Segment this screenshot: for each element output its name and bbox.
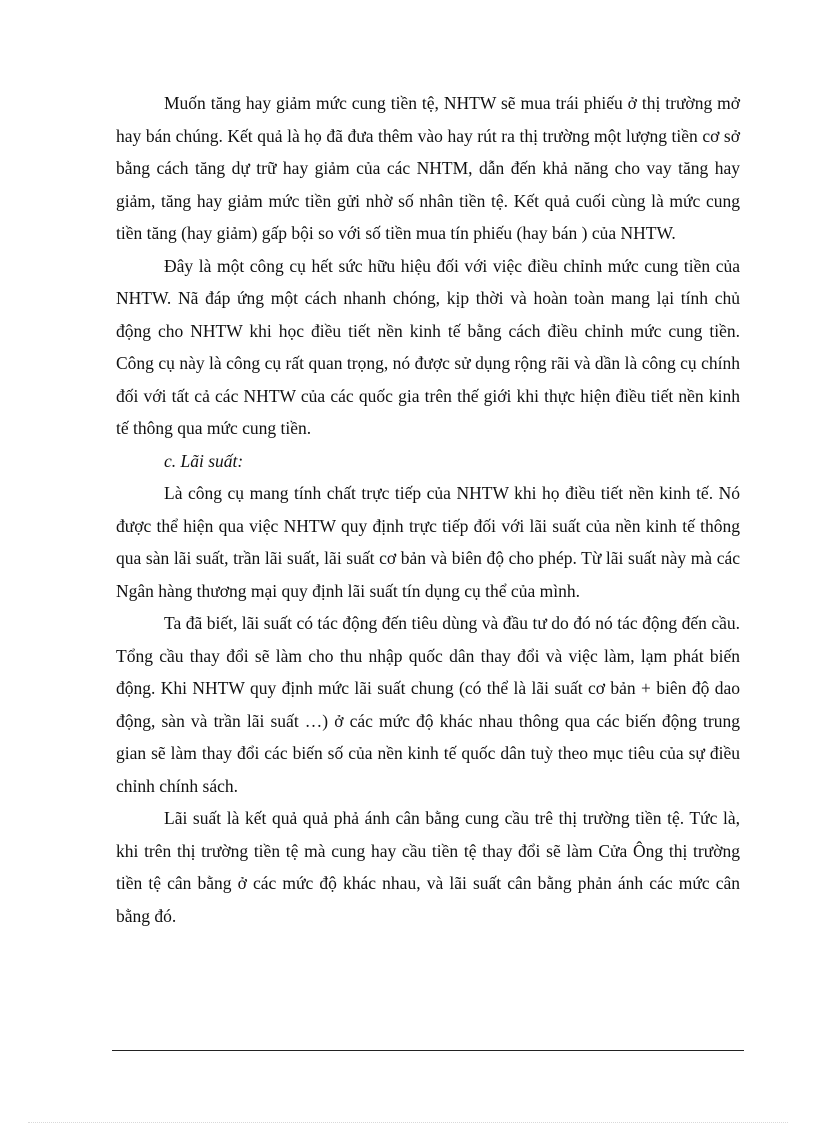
footer-divider	[112, 1050, 744, 1051]
document-body	[116, 87, 740, 932]
paragraph-interest-rate-tool: Là công cụ mang tính chất trực tiếp của NHTW khi họ điều tiết nền kinh tế. Nó được thể hiện qua việc NHTW quy định trực tiếp đối với lãi suất của nền kinh tế thông qua sàn lãi suất, trần lãi suất, lãi suất cơ bản và biên độ cho phép. Từ lãi suất này mà các Ngân hàng thương mại quy định lãi suất tín dụng cụ thể của mình.	[116, 483, 740, 601]
paragraph-interest-rate-effects: Ta đã biết, lãi suất có tác động đến tiêu dùng và đầu tư do đó nó tác động đến cầu. Tổng cầu thay đổi sẽ làm cho thu nhập quốc dân thay đổi và việc làm, lạm phát biến động. Khi NHTW quy định mức lãi suất chung (có thể là lãi suất cơ bản + biên độ dao động, sàn và trần lãi suất …) ở các mức độ khác nhau thông qua các biến động trung gian sẽ làm thay đổi các biến số của nền kinh tế quốc dân tuỳ theo mục tiêu của sự điều chỉnh chính sách.	[116, 613, 740, 796]
section-heading-interest-rate: c. Lãi suất:	[164, 450, 244, 471]
paragraph-tool-effectiveness: Đây là một công cụ hết sức hữu hiệu đối với việc điều chỉnh mức cung tiền của NHTW. Nã đáp ứng một cách nhanh chóng, kịp thời và hoàn toàn mang lại tính chủ động cho NHTW khi học điều tiết nền kinh tế bằng cách điều chỉnh mức cung tiền. Công cụ này là công cụ rất quan trọng, nó được sử dụng rộng rãi và dần là công cụ chính đối với tất cả các NHTW của các quốc gia trên thế giới khi thực hiện điều tiết nền kinh tế thông qua mức cung tiền.	[116, 255, 740, 438]
paragraph-open-market-operations: Muốn tăng hay giảm mức cung tiền tệ, NHTW sẽ mua trái phiếu ở thị trường mở hay bán chúng. Kết quả là họ đã đưa thêm vào hay rút ra thị trường một lượng tiền cơ sở bằng cách tăng dự trữ hay giảm của các NHTM, dẫn đến khả năng cho vay tăng hay giảm, tăng hay giảm mức tiền gửi nhờ số nhân tiền tệ. Kết quả cuối cùng là mức cung tiền tăng (hay giảm) gấp bội so với số tiền mua tín phiếu (hay bán ) của NHTW.	[116, 93, 740, 243]
paragraph-interest-rate-equilibrium: Lãi suất là kết quả quả phả ánh cân bằng cung cầu trê thị trường tiền tệ. Tức là, khi trên thị trường tiền tệ mà cung hay cầu tiền tệ thay đổi sẽ làm Cửa Ông thị trường tiền tệ cân bằng ở các mức độ khác nhau, và lãi suất cân bằng phản ánh các mức cân bằng đó.	[116, 808, 740, 926]
